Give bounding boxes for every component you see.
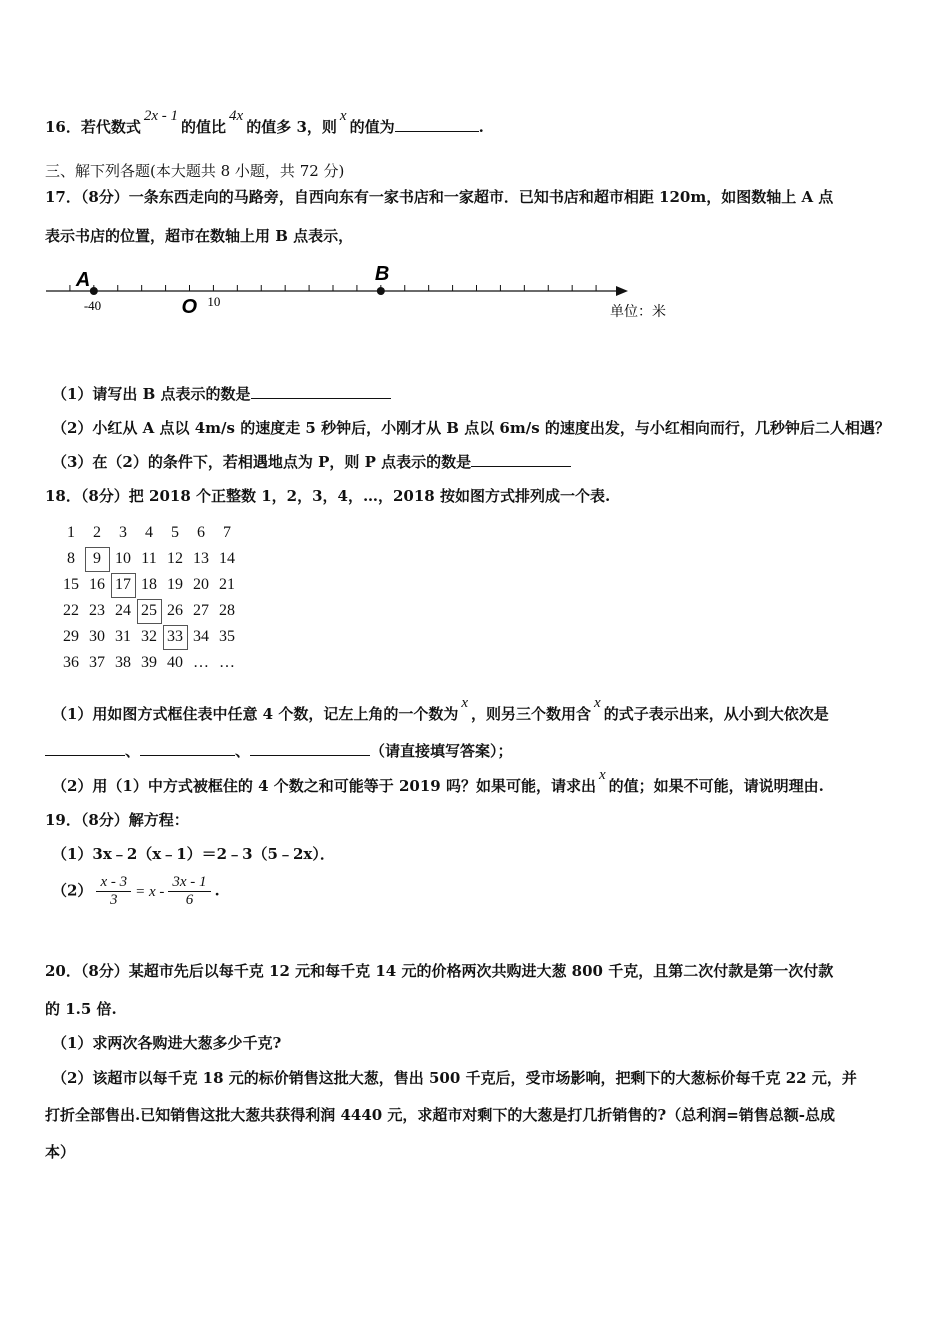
table-cell: 35 [219,628,235,645]
q17-p3-blank[interactable] [471,452,571,467]
q17-line2: 表示书店的位置，超市在数轴上用 B 点表示， [45,227,354,245]
table-cell: 26 [167,602,183,619]
tick-label-a: -40 [83,298,102,313]
table-cell: 4 [145,524,153,541]
q16-expr1: 2x - 1 [143,108,179,124]
q19-mid: = x - [135,883,165,900]
table-cell: 33 [167,628,183,645]
table-cell: 18 [141,576,157,593]
table-cell: 34 [193,628,209,645]
table-cell: 14 [219,550,235,567]
q18-p2b: 的值；如果不可能，请说明理由. [608,777,824,795]
question-16 [45,108,484,137]
q18-line1: 18．（8分）把 2018 个正整数 1，2，3，4，…，2018 按如图方式排列成一个表. [45,487,611,505]
frame-box [85,547,110,572]
q19-frac2-den: 6 [185,892,194,908]
q18-var-2: x [594,695,601,711]
q19-part2 [52,874,220,909]
q18-blank-3[interactable] [250,741,370,756]
q20-part2-line3: 本） [45,1143,76,1161]
q18-p1c: 的式子表示出来，从小到大依次是 [603,705,829,723]
q18-p1a: （1）用如图方式框住表中任意 4 个数，记左上角的一个数为 [52,705,459,723]
q18-blank-1[interactable] [45,741,125,756]
point-a-label: A [75,269,91,291]
table-cell: 24 [115,602,131,619]
table-cell: 1 [67,524,75,541]
q16-mid1: 的值比 [181,118,227,136]
q20-part2-line2: 打折全部售出.已知销售这批大葱共获得利润 4440 元，求超市对剩下的大葱是打几折销售的?（总利润=销售总额-总成 [45,1106,836,1124]
table-cell: 10 [115,550,131,567]
q16-answer-blank[interactable] [395,117,479,132]
q17-part1 [52,383,391,404]
q18-part1 [52,695,829,724]
table-cell: 17 [115,576,131,593]
q18-var-3: x [598,767,606,783]
q17-p1-text: （1）请写出 B 点表示的数是 [52,385,251,403]
table-cell: 28 [219,602,235,619]
q16-expr2: 4x [229,108,244,124]
q20-part1: （1）求两次各购进大葱多少千克? [52,1034,282,1052]
q19-frac1-num: x - 3 [96,874,131,892]
section-3-heading: 三、解下列各题(本大题共 8 小题，共 72 分) [45,162,345,180]
table-cell: 7 [223,524,231,541]
q20-line2: 的 1.5 倍. [45,1000,117,1018]
q18-blank-2[interactable] [140,741,235,756]
q18-p1b: ，则另三个数用含 [471,705,592,723]
origin-label: O [181,296,198,318]
q19-end: . [214,881,220,900]
q18-sep-1: 、 [125,742,141,760]
table-cell: 2 [93,524,101,541]
table-cell: 29 [63,628,79,645]
q20-part2-line1: （2）该超市以每千克 18 元的标价销售这批大葱，售出 500 千克后，受市场影响，把剩下的大葱标价每千克 22 元，并 [52,1069,857,1087]
table-cell: 37 [89,654,105,671]
q17-line1: 17．（8分）一条东西走向的马路旁，自西向东有一家书店和一家超市．已知书店和超市相距 120m，如图数轴上 A 点 [45,188,834,206]
q18-p2a: （2）用（1）中方式被框住的 4 个数之和可能等于 2019 吗？如果可能，请求出 [52,777,596,795]
table-cell: 25 [141,602,157,619]
number-line-arrow-icon [616,286,628,296]
q18-answer-line [45,740,513,761]
q16-end: . [478,118,484,136]
table-cell: 12 [167,550,183,567]
q19-frac2-num: 3x - 1 [168,874,210,892]
table-cell: 20 [193,576,209,593]
q19-line1: 19．（8分）解方程： [45,811,189,829]
q20-line1: 20．（8分）某超市先后以每千克 12 元和每千克 14 元的价格两次共购进大葱 800 千克，且第二次付款是第一次付款 [45,962,834,980]
table-cell: 13 [193,550,209,567]
frame-box [111,573,136,598]
q17-p1-blank[interactable] [251,384,391,399]
table-cell: 22 [63,602,79,619]
number-line [40,258,700,328]
q18-var-1: x [461,695,468,711]
table-cell: 21 [219,576,235,593]
table-cell: 16 [89,576,105,593]
table-cell: 31 [115,628,131,645]
table-cell: 15 [63,576,79,593]
frame-box [163,625,188,650]
table-cell: 5 [171,524,179,541]
q16-var: x [339,108,347,124]
table-cell: 36 [63,654,79,671]
q16-mid2: 的值多 3，则 [246,118,337,136]
q17-part3 [52,451,571,472]
tick-label-10: 10 [207,294,221,309]
q18-sep-2: 、 [235,742,251,760]
q18-p1d: （请直接填写答案）； [370,742,513,760]
q19-p2-label: （2） [52,881,93,900]
table-cell: 27 [193,602,209,619]
unit-label: 单位：米 [610,305,666,320]
q16-prefix: 16．若代数式 [45,118,141,136]
q19-fraction-1 [96,874,131,909]
table-cell: … [219,654,235,671]
table-cell: 23 [89,602,105,619]
table-cell: 6 [197,524,205,541]
frame-box [137,599,162,624]
q17-p3-text: （3）在（2）的条件下，若相遇地点为 P，则 P 点表示的数是 [52,453,472,471]
table-cell: 3 [119,524,127,541]
point-b-dot [377,287,385,295]
q19-frac1-den: 3 [110,892,118,908]
table-cell: 40 [167,654,183,671]
table-cell: 9 [93,550,101,567]
table-cell: 8 [67,550,75,567]
q18-part2 [52,767,824,796]
table-cell: 39 [141,654,157,671]
q16-suffix: 的值为 [349,118,395,136]
q17-part2: （2）小红从 A 点以 4m/s 的速度走 5 秒钟后，小刚才从 B 点以 6m/s 的速度出发，与小红相向而行，几秒钟后二人相遇？ [52,419,890,437]
point-b-label: B [374,263,390,285]
point-a-dot [90,287,98,295]
table-cell: 38 [115,654,131,671]
q19-fraction-2 [168,874,210,909]
table-cell: 32 [141,628,157,645]
table-cell: 11 [141,550,157,567]
q19-part1: （1）3x﹣2（x﹣1）＝2﹣3（5﹣2x）． [52,845,335,863]
number-line-ticks [70,285,596,291]
table-cell: 30 [89,628,105,645]
table-cell: … [193,654,209,671]
table-cell: 19 [167,576,183,593]
